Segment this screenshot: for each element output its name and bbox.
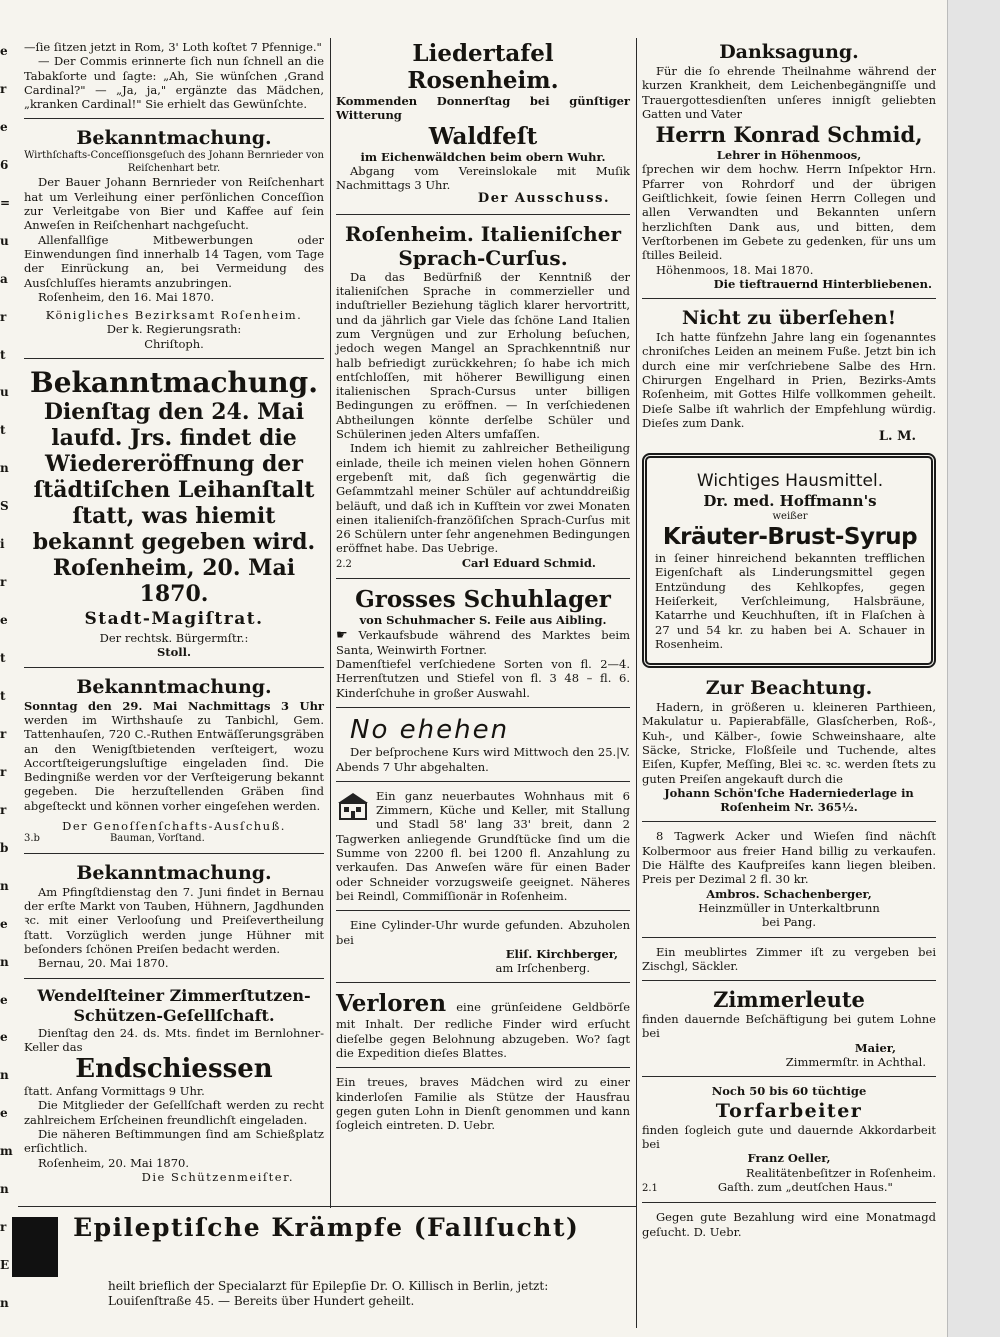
edge-letter: e xyxy=(0,916,8,931)
ad-place: am Irſchenberg. xyxy=(495,961,590,976)
scan-margin-strip xyxy=(947,0,1000,1337)
divider xyxy=(24,667,324,668)
ad-thanks xyxy=(642,40,936,291)
divider xyxy=(24,978,324,979)
notice-office: Königliches Bezirksamt Roſenheim. xyxy=(45,308,303,323)
ad-signer: L. M. xyxy=(878,429,916,445)
story-tail-1: —ſie ſitzen jetzt in Rom, 3' Loth koſtet 7 Pfennige." xyxy=(24,40,322,54)
edge-letter: n xyxy=(0,1296,9,1311)
ad-carpenters xyxy=(642,988,936,1069)
notice-title: Wendelſteiner Zimmerſtutzen-Schützen-Geſellſchaft. xyxy=(37,985,311,1025)
notice-text: Der Bauer Johann Bernrieder von Reiſchenhart hat um Verleihung einer perſönlichen Conceſſion zur Verleitgabe von Bier und Kaffee auf ſein Anweſen in Reiſchenhart nachgeſucht. xyxy=(24,175,324,233)
column-rule-2b xyxy=(636,1208,637,1328)
notice-text: Am Pfingſtdienstag den 7. Juni findet in Bernau der erſte Markt von Tauben, Hühnern, Jagdhunden ꝛc. mit einer Verlooſung und Preiſevertheilung ſtatt. Vorzüglich werden junge Hühner mit beſonders ſchönen Preiſen bedacht werden. xyxy=(24,884,324,956)
notice-text: Dienſtag den 24. ds. Mts. findet im Bernlohner-Keller das xyxy=(24,1025,324,1054)
edge-letter: n xyxy=(0,878,9,893)
notice-text: Allenfallſige Mitbewerbungen oder Einwendungen ſind innerhalb 14 Tagen, vom Tage der Einrückung an, bei Vermeidung des Ausſchluſſes hieramts anzubringen. xyxy=(24,232,324,290)
edge-letter: S xyxy=(0,499,9,514)
notice-title: Bekanntmachung. xyxy=(76,861,272,884)
edge-letter: e xyxy=(0,44,8,58)
divider xyxy=(336,982,630,983)
divider xyxy=(336,214,630,215)
divider xyxy=(642,980,936,981)
ad-title: Nicht zu überſehen! xyxy=(681,307,897,330)
handwritten-heading: No ehehen xyxy=(350,715,510,745)
edge-letter: t xyxy=(0,423,6,438)
ad-rag-dealer xyxy=(642,676,936,814)
column-rule-2 xyxy=(636,38,637,1208)
edge-letter: n xyxy=(0,461,9,476)
notice-market xyxy=(24,861,324,971)
notice-date: Bernau, 20. Mai 1870. xyxy=(38,956,169,971)
edge-letter: n xyxy=(0,1182,9,1197)
divider xyxy=(336,707,630,708)
edge-letter: 6 xyxy=(0,157,9,172)
ad-text: eine grünſeidene Geldbörſe mit Inhalt. Der redliche Finder wird erſucht dieſelbe gegen Belohnung abzugeben. Wo? ſagt die Expedition dieſes Blattes. xyxy=(336,1000,630,1061)
notice-signer: Die Schützenmeiſter. xyxy=(141,1169,294,1184)
ad-text: finden dauernde Beſchäftigung bei gutem Lohne bei xyxy=(642,1012,936,1041)
edge-letter: n xyxy=(0,1068,9,1083)
ad-epilepsy xyxy=(12,1208,632,1309)
story-tail-2: — Der Commis erinnerte ſich nun ſchnell an die Tabakſorte und ſagte: „Ah, Sie wünſchen ‚Grand Cardinal?" — „Ja, ja," ergänzte das Mädchen, „kranken Cardinal!" Sie erhielt das Gewünſchte. xyxy=(24,54,324,112)
ad-text: Kommenden Donnerſtag bei günſtiger Witterung xyxy=(336,94,630,123)
ad-found-watch xyxy=(336,918,630,975)
divider xyxy=(642,937,936,938)
notice-signer: Der Genoſſenſchafts-Ausſchuß. xyxy=(62,819,286,834)
ad-signer: Carl Eduard Schmid. xyxy=(461,555,596,570)
edge-letter: i xyxy=(0,537,5,552)
notice-text: Die näheren Beſtimmungen ſind am Schießplatz erſichtlich. xyxy=(24,1127,324,1156)
ad-signer: Die tieftrauernd Hinterbliebenen. xyxy=(713,276,932,291)
notice-name: Bauman, Vorſtand. xyxy=(109,833,205,845)
ad-text: 8 Tagwerk Acker und Wieſen ſind nächſt Kolbermoor aus freier Hand billig zu verkaufen. Die Hälfte des Kaufpreiſes kann liegen bleiben. Preis per Dezimal 2 fl. 30 kr. xyxy=(642,829,936,887)
ad-room xyxy=(642,945,936,974)
house-icon xyxy=(336,791,370,821)
ad-text: Der beſprochene Kurs wird Mittwoch den 25.|V. Abends 7 Uhr abgehalten. xyxy=(336,745,630,774)
notice-subtitle: Wirthſchafts-Conceſſionsgeſuch des Johann Bernrieder von Reiſchenhart betr. xyxy=(24,150,324,174)
ad-role: Heinzmüller in Unterkaltbrunn xyxy=(698,900,880,915)
notice-text: Dienſtag den 24. Mai laufd. Jrs. findet die Wiedereröffnung der ſtädtiſchen Leihanſtalt ſtatt, was hiemit bekannt gegeben wird. xyxy=(32,399,316,556)
edge-letter: r xyxy=(0,309,7,324)
ad-lost-purse xyxy=(336,990,630,1060)
notice-headline: Endschiessen xyxy=(75,1054,273,1085)
ad-text: Für die ſo ehrende Theilnahme während der kurzen Krankheit, dem Leichenbegängniſſe und Trauergottesdienſten unſeres innigſt geliebten Gatten und Vater xyxy=(642,64,936,121)
ad-title: Grosses Schuhlager xyxy=(355,586,611,614)
edge-letter: t xyxy=(0,689,6,703)
notice-text: ſtatt. Anfang Vormittags 9 Uhr. xyxy=(24,1084,205,1099)
ad-syrup-box xyxy=(642,453,936,669)
divider xyxy=(336,781,630,782)
notice-shooting-club xyxy=(24,986,324,1185)
ad-role: Zimmermſtr. in Achthal. xyxy=(785,1055,926,1070)
ad-text: Ein meublirtes Zimmer iſt zu vergeben bei Zischgl, Säckler. xyxy=(642,944,936,973)
ad-liedertafel xyxy=(336,40,630,207)
edge-letter: t xyxy=(0,651,6,666)
ad-text: Indem ich hiemit zu zahlreicher Betheiligung einlade, theile ich meinen vielen hohen Gönnern ergebenſt mit, daß ſich gegenwärtig die Geſammtzahl meiner Schüler auf achtunddreißig beläuft, und daß ich in Kufſtein vor zwei Monaten einen italieniſch-franzöſiſchen Sprach-Curſus mit 26 Schülern unter ſehr angenehmen Bedingungen eröffnet habe. Das Uebrige. xyxy=(336,441,630,556)
ad-text: Hadern, in größeren u. kleineren Parthieen, Makulatur u. Papierabfälle, Glasſcherben, Roß-, Kuh-, und Kälber-, ſowie Schweinshaare, alte Säcke, Stricke, Floßſeile und Tuchende, altes Eiſen, Kupfer, Meſſing, Blei ꝛc. ꝛc. werden ſtets zu guten Preiſen angekauft durch die xyxy=(642,700,936,786)
ad-title: Epileptiſche Krämpfe (Fallſucht) xyxy=(73,1213,580,1242)
ad-text: Ein ganz neuerbautes Wohnhaus mit 6 Zimmern, Küche und Keller, mit Stallung und Stadl 58' lang 33' breit, dann 2 Tagwerken anliegende Grundſtücke ſind um die Summe von 2200 fl. bei 1200 fl. Anzahlung zu verkaufen. Das Anweſen wäre für einen Bader oder Schneider vorzugsweiſe geeignet. Näheres bei Reindl, Commiſſionär in Roſenheim. xyxy=(336,788,630,903)
ad-house-sale xyxy=(336,789,630,903)
ad-name: Eliſ. Kirchberger, xyxy=(505,946,618,961)
ad-place: bei Pang. xyxy=(761,915,816,930)
ad-text: finden ſogleich gute und dauernde Akkordarbeit bei xyxy=(642,1122,936,1151)
edge-letter: E xyxy=(0,1258,10,1273)
ad-text: Da das Bedürfniß der Kenntniß der italieniſchen Sprache in commerzieller und induſtrieller Beziehung täglich klarer hervortritt, und da jährlich gar Viele das ſchöne Land Italien zum Vergnügen und zur Erholung beſuchen, jedoch wegen Mangel an Sprachkenntniß nur halb befriedigt zurückkehren; ſo habe ich mich entſchloſſen, mit höherer Bewilligung einen italienischen Sprach-Cursus unter billigen Bedingungen zu eröffnen. — In verſchiedenen Abtheilungen könnte derſelbe Schüler und Schülerinen jeden Alters umfaſſen. xyxy=(336,269,630,442)
edge-letter: e xyxy=(0,1106,8,1121)
divider xyxy=(336,578,630,579)
edge-letter: m xyxy=(0,1144,13,1159)
ad-title: Verloren xyxy=(336,990,447,1018)
divider xyxy=(642,298,936,299)
ad-place: Gaſth. zum „deutſchen Haus." xyxy=(717,1179,893,1194)
left-edge-letters xyxy=(0,0,12,1337)
ad-headline: Waldfeſt xyxy=(428,122,538,150)
edge-letter: t xyxy=(0,347,6,362)
ad-text: Gegen gute Bezahlung wird eine Monatmagd geſucht. D. Uebr. xyxy=(642,1210,936,1239)
ad-number: 2.2 xyxy=(336,558,352,570)
column-3 xyxy=(642,40,936,1239)
edge-letter: r xyxy=(0,802,7,817)
ad-text: in ſeiner hinreichend bekannten trefflichen Eigenſchaft als Linderungsmittel gegen Entzündung des Kehlkopfes, gegen Heiſerkeit, Verſchleimung, Halsbräune, Katarrhe und Keuchhuſten, iſt in Flaſchen à 27 und 54 kr. zu haben bei A. Schauer in Rosenheim. xyxy=(655,551,925,651)
ad-text: Eine Cylinder-Uhr wurde gefunden. Abzuholen bei xyxy=(336,918,630,947)
ad-lead: Noch 50 bis 60 tüchtige xyxy=(711,1084,867,1099)
notice-rank: Der k. Regierungsrath: xyxy=(106,322,242,337)
ad-land-sale xyxy=(642,829,936,929)
ad-title: Liedertafel Rosenheim. xyxy=(407,40,559,94)
ad-title: Roſenheim. Italieniſcher Sprach-Curſus. xyxy=(345,221,621,270)
ad-title: Torfarbeiter xyxy=(715,1099,863,1122)
notice-signer: Stoll. xyxy=(156,645,192,660)
ad-headline: Kräuter-Brust-Syrup xyxy=(662,524,918,551)
notice-lead: Sonntag den 29. Mai Nachmittags 3 Uhr xyxy=(24,698,324,713)
notice-text: werden im Wirthshauſe zu Tanbichl, Gem. Tattenhauſen, 720 C.-Ruthen Entwäſſerungsgräben an den Wenigſtbietenden verſteigert, wozu Accortſteigerungsluſtige eingeladen ſind. Die Bedingniße werden vor der Verſteigerung bekannt gegeben. Die herzuſtellenden Gräben ſind abgeſteckt und können vorher eingeſehen werden. xyxy=(24,712,324,813)
ad-name: Ambros. Schachenberger, xyxy=(706,886,872,901)
black-block-right xyxy=(12,1247,58,1277)
ad-place: im Eichenwäldchen beim obern Wuhr. xyxy=(360,149,606,164)
bottom-ad-rule xyxy=(18,1206,636,1207)
edge-letter: e xyxy=(0,992,8,1007)
ad-name: Herrn Konrad Schmid, xyxy=(655,122,923,148)
edge-letter: = xyxy=(0,195,11,210)
ad-name: Maier, xyxy=(854,1040,896,1055)
notice-date: Roſenheim, den 16. Mai 1870. xyxy=(38,289,215,304)
ad-testimonial xyxy=(642,306,936,444)
ad-text: Abgang vom Vereinslokale mit Muſik Nachmittags 3 Uhr. xyxy=(336,163,630,193)
ad-text: Verkaufsbude während des Marktes beim Santa, Weinwirth Fortner. xyxy=(336,627,631,657)
notice-text: Die Mitglieder der Geſellſchaft werden zu recht zahlreichem Erſcheinen freundlichſt eingeladen. xyxy=(24,1098,324,1127)
edge-letter: r xyxy=(0,764,7,779)
ad-signer: Der Ausschuss. xyxy=(477,191,610,207)
ad-italian-course xyxy=(336,222,630,571)
black-block-left xyxy=(12,1217,58,1247)
notice-office: Stadt-Magiſtrat. xyxy=(84,609,264,630)
notice-date: Roſenheim, 20. Mai 1870. xyxy=(38,1155,189,1170)
notice-ditches xyxy=(24,675,324,846)
ad-date: Höhenmoos, 18. Mai 1870. xyxy=(656,262,814,277)
column-1 xyxy=(24,40,324,1184)
notice-date: Roſenheim, 20. Mai 1870. xyxy=(52,555,296,608)
divider xyxy=(642,1076,936,1077)
ad-title: Zur Beachtung. xyxy=(705,677,873,700)
ad-name: Franz Oeller, xyxy=(747,1151,831,1166)
ad-subtitle: weißer xyxy=(772,510,808,522)
notice-number: 3.b xyxy=(24,833,40,845)
notice-concession xyxy=(24,126,324,351)
notice-signer: Chriſtoph. xyxy=(144,336,204,351)
edge-letter: r xyxy=(0,81,7,96)
ad-role: Lehrer in Höhenmoos, xyxy=(716,148,862,163)
ad-course-note xyxy=(336,715,630,774)
ad-maid-monthly xyxy=(642,1210,936,1239)
ad-text: Ein treues, braves Mädchen wird zu einer kinderloſen Familie als Stütze der Hausfrau gegen guten Lohn in Dienſt genommen und kann ſogleich eintreten. D. Uebr. xyxy=(336,1075,630,1133)
ad-text: Damenſtiefel verſchiedene Sorten von fl. 2—4. Herrenſtutzen und Stiefel von fl. 3 48 – fl. 6. Kinderſchuhe in großer Auswahl. xyxy=(336,657,630,700)
edge-letter: e xyxy=(0,1030,8,1045)
ad-subtitle: Dr. med. Hoffmann's xyxy=(703,491,877,510)
divider xyxy=(642,821,936,822)
ad-text: ſprechen wir dem hochw. Herrn Inſpektor Hrn. Pfarrer von Rohrdorf und der übrigen Geiſtlichkeit, ſowie ſeinen Herrn Collegen und allen Verwandten und Bekannten unſern herzlichſten Dank aus, und bitten, dem Verſtorbenen im Gebete zu gedenken, für uns um ſtilles Beileid. xyxy=(642,162,936,263)
edge-letter: e xyxy=(0,119,8,134)
ad-subtitle: von Schuhmacher S. Feile aus Aibling. xyxy=(359,613,607,628)
divider xyxy=(642,1202,936,1203)
edge-letter: b xyxy=(0,840,9,855)
ad-text: heilt brieflich der Specialarzt für Epilepſie Dr. O. Killisch in Berlin, jetzt: Louiſenſtraße 45. — Bereits über Hundert geheilt. xyxy=(108,1278,549,1308)
notice-rank: Der rechtsk. Bürgermſtr.: xyxy=(99,631,249,646)
notice-title: Bekanntmachung. xyxy=(76,127,272,150)
notice-title: Bekanntmachung. xyxy=(30,366,318,400)
ad-peat-workers xyxy=(642,1084,936,1195)
ad-title: Zimmerleute xyxy=(713,987,865,1013)
divider xyxy=(336,1067,630,1068)
pointing-hand-icon: ☛ xyxy=(336,627,348,643)
ad-signer: Johann Schön'ſche Haderniederlage in Roſenheim Nr. 365½. xyxy=(664,785,914,815)
column-2 xyxy=(336,40,630,1133)
edge-letter: u xyxy=(0,233,9,248)
divider xyxy=(336,910,630,911)
notice-pawnshop xyxy=(24,366,324,660)
edge-letter: e xyxy=(0,613,8,628)
edge-letter: r xyxy=(0,575,7,590)
ad-role: Realitätenbeſitzer in Roſenheim. xyxy=(746,1165,936,1180)
edge-letter: n xyxy=(0,954,9,969)
ad-text: Ich hatte fünfzehn Jahre lang ein ſogenanntes chroniſches Leiden an meinem Fuße. Jetzt bin ich durch eine mir verſchriebene Salbe des Hrn. Chirurgen Engelhard in Prien, Bezirks-Amts Roſenheim, mit Gottes Hilfe vollkommen geheilt. Dieſe Salbe iſt wahrlich der Empfehlung würdig. Dieſes zum Dank. xyxy=(642,330,936,430)
ad-title: Danksagung. xyxy=(719,41,859,63)
ad-maid-wanted xyxy=(336,1075,630,1132)
notice-title: Bekanntmachung. xyxy=(76,675,272,698)
edge-letter: u xyxy=(0,385,9,400)
column-rule-1 xyxy=(330,38,331,1208)
edge-letter: r xyxy=(0,726,7,741)
edge-letter: a xyxy=(0,271,8,286)
ad-title: Wichtiges Hausmittel. xyxy=(696,470,884,491)
divider xyxy=(24,358,324,359)
edge-letter: r xyxy=(0,1220,7,1235)
divider xyxy=(24,853,324,854)
divider xyxy=(24,118,324,119)
ad-shoe-store xyxy=(336,586,630,700)
ad-number: 2.1 xyxy=(642,1182,658,1194)
